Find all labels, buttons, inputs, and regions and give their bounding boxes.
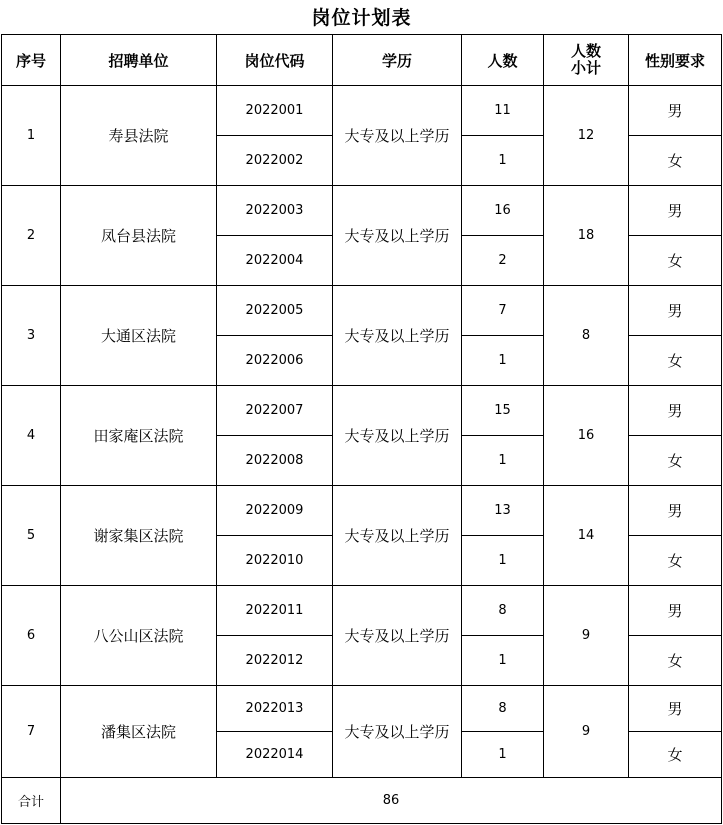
cell-gender: 男 (629, 486, 722, 536)
cell-count: 1 (462, 436, 544, 486)
header-row (2, 35, 722, 86)
cell-count: 7 (462, 286, 544, 336)
cell-gender: 女 (629, 636, 722, 686)
cell-count: 11 (462, 86, 544, 136)
header-edu: 学历 (333, 35, 462, 86)
header-count: 人数 (462, 35, 544, 86)
cell-gender: 男 (629, 286, 722, 336)
header-gender: 性别要求 (629, 35, 722, 86)
cell-subtotal: 16 (544, 386, 629, 486)
cell-gender: 女 (629, 136, 722, 186)
cell-unit: 大通区法院 (61, 286, 217, 386)
cell-code: 2022001 (217, 86, 333, 136)
cell-seq: 4 (2, 386, 61, 486)
header-subtotal-line1: 人数 (570, 42, 601, 60)
header-unit: 招聘单位 (61, 35, 217, 86)
header-subtotal (544, 35, 629, 86)
cell-count: 1 (462, 636, 544, 686)
cell-count: 1 (462, 536, 544, 586)
cell-gender: 女 (629, 732, 722, 778)
cell-code: 2022014 (217, 732, 333, 778)
cell-subtotal: 12 (544, 86, 629, 186)
header-seq: 序号 (2, 35, 61, 86)
cell-gender: 男 (629, 586, 722, 636)
cell-subtotal: 8 (544, 286, 629, 386)
position-plan-table (1, 34, 722, 824)
cell-code: 2022003 (217, 186, 333, 236)
cell-unit: 寿县法院 (61, 86, 217, 186)
cell-count: 1 (462, 336, 544, 386)
cell-code: 2022006 (217, 336, 333, 386)
cell-count: 1 (462, 732, 544, 778)
cell-seq: 1 (2, 86, 61, 186)
cell-unit: 潘集区法院 (61, 686, 217, 778)
cell-seq: 3 (2, 286, 61, 386)
cell-code: 2022013 (217, 686, 333, 732)
cell-seq: 2 (2, 186, 61, 286)
cell-edu: 大专及以上学历 (333, 186, 462, 286)
cell-gender: 男 (629, 686, 722, 732)
cell-count: 8 (462, 586, 544, 636)
total-value: 86 (61, 778, 722, 824)
cell-code: 2022002 (217, 136, 333, 186)
cell-edu: 大专及以上学历 (333, 586, 462, 686)
cell-count: 1 (462, 136, 544, 186)
cell-seq: 5 (2, 486, 61, 586)
cell-subtotal: 18 (544, 186, 629, 286)
cell-gender: 男 (629, 86, 722, 136)
cell-subtotal: 9 (544, 686, 629, 778)
cell-edu: 大专及以上学历 (333, 386, 462, 486)
cell-count: 15 (462, 386, 544, 436)
cell-seq: 6 (2, 586, 61, 686)
cell-gender: 女 (629, 236, 722, 286)
total-row (2, 778, 722, 824)
table-row (2, 86, 722, 136)
cell-gender: 男 (629, 186, 722, 236)
cell-edu: 大专及以上学历 (333, 86, 462, 186)
cell-subtotal: 9 (544, 586, 629, 686)
cell-code: 2022008 (217, 436, 333, 486)
cell-code: 2022009 (217, 486, 333, 536)
cell-count: 13 (462, 486, 544, 536)
page-title: 岗位计划表 (311, 7, 412, 29)
cell-gender: 女 (629, 536, 722, 586)
table-row (2, 386, 722, 436)
cell-count: 16 (462, 186, 544, 236)
cell-unit: 凤台县法院 (61, 186, 217, 286)
total-label: 合计 (2, 778, 61, 824)
table-row (2, 286, 722, 336)
cell-code: 2022004 (217, 236, 333, 286)
cell-gender: 女 (629, 336, 722, 386)
header-code: 岗位代码 (217, 35, 333, 86)
cell-code: 2022011 (217, 586, 333, 636)
cell-edu: 大专及以上学历 (333, 486, 462, 586)
cell-code: 2022012 (217, 636, 333, 686)
cell-seq: 7 (2, 686, 61, 778)
cell-count: 8 (462, 686, 544, 732)
cell-count: 2 (462, 236, 544, 286)
cell-unit: 八公山区法院 (61, 586, 217, 686)
cell-gender: 女 (629, 436, 722, 486)
cell-edu: 大专及以上学历 (333, 686, 462, 778)
cell-unit: 谢家集区法院 (61, 486, 217, 586)
table-row (2, 586, 722, 636)
cell-code: 2022005 (217, 286, 333, 336)
cell-gender: 男 (629, 386, 722, 436)
table-row (2, 186, 722, 236)
cell-unit: 田家庵区法院 (61, 386, 217, 486)
cell-code: 2022007 (217, 386, 333, 436)
table-row (2, 486, 722, 536)
cell-code: 2022010 (217, 536, 333, 586)
cell-subtotal: 14 (544, 486, 629, 586)
table-row (2, 686, 722, 732)
header-subtotal-line2: 小计 (570, 59, 601, 77)
cell-edu: 大专及以上学历 (333, 286, 462, 386)
